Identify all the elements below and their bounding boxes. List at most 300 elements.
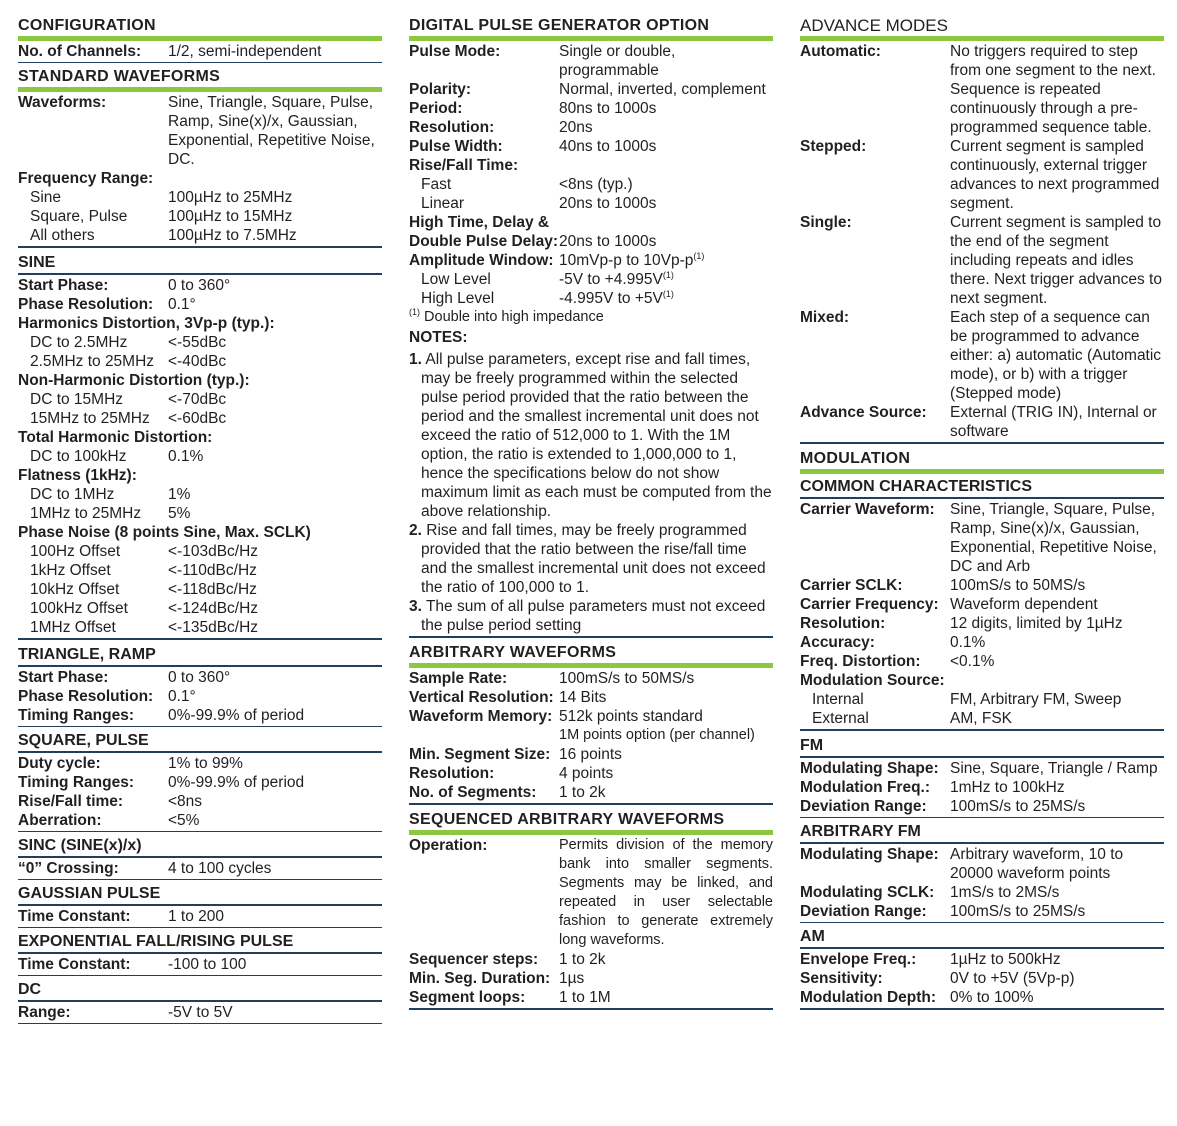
- spec-row: [800, 950, 1164, 969]
- navy-divider: [18, 1000, 382, 1002]
- spec-value: 1 to 1M: [559, 989, 611, 1006]
- spec-value: <5%: [168, 812, 200, 829]
- spec-value: <8ns: [168, 793, 203, 810]
- section-subtitle-common: COMMON CHARACTERISTICS: [800, 478, 1032, 495]
- spec-value: 100mS/s to 50MS/s: [950, 577, 1086, 594]
- spec-value: 16 points: [559, 746, 622, 763]
- spec-value: 1/2, semi-independent: [168, 43, 322, 60]
- spec-value: 0.1%: [950, 634, 986, 651]
- section-title-sine: SINE: [18, 254, 56, 271]
- spec-row: [409, 950, 773, 969]
- spec-label: 100Hz Offset: [30, 543, 121, 560]
- section-title-triangle-ramp: TRIANGLE, RAMP: [18, 646, 156, 663]
- spec-label: “0” Crossing:: [18, 860, 119, 877]
- note-number: 2.: [409, 522, 422, 539]
- spec-label: 15MHz to 25MHz: [30, 410, 150, 427]
- spec-label: Internal: [812, 691, 864, 708]
- spec-label: Segment loops:: [409, 989, 526, 1006]
- spec-subheading: Non-Harmonic Distortion (typ.):: [18, 372, 250, 389]
- section-divider: [800, 729, 1164, 731]
- section-divider: [800, 817, 1164, 818]
- spec-label: 1MHz Offset: [30, 619, 116, 636]
- section-title-digital-pulse: DIGITAL PULSE GENERATOR OPTION: [409, 17, 710, 34]
- section-divider: [18, 638, 382, 640]
- note-text: Rise and fall times, may be freely programmed provided that the ratio between the rise/fall time and the smallest incremental unit does not exceed the ratio of 100,000 to 1.: [421, 522, 766, 596]
- spec-label: Time Constant:: [18, 908, 131, 925]
- note-number: 3.: [409, 598, 422, 615]
- spec-value: <-70dBc: [168, 391, 227, 408]
- spec-label: DC to 1MHz: [30, 486, 115, 503]
- footnote-marker: (1): [662, 269, 674, 280]
- spec-value: 0.1°: [168, 296, 196, 313]
- spec-label: Automatic:: [800, 43, 881, 60]
- section-title-arbitrary-fm: ARBITRARY FM: [800, 823, 921, 840]
- spec-label: Timing Ranges:: [18, 774, 134, 791]
- spec-row: [409, 783, 773, 802]
- spec-value: -5V to 5V: [168, 1004, 233, 1021]
- note-item: [409, 521, 773, 597]
- spec-value: Permits division of the memory bank into smaller segments. Segments may be linked, and repeated in user selectable fashion to generate extremely long waveforms.: [559, 837, 773, 948]
- spec-row: [18, 773, 382, 792]
- spec-value: 0%-99.9% of period: [168, 707, 305, 724]
- spec-label: Time Constant:: [18, 956, 131, 973]
- spec-value-text: -4.995V to +5V: [559, 290, 663, 307]
- section-divider: [18, 831, 382, 832]
- spec-label: Freq. Distortion:: [800, 653, 921, 670]
- spec-value: [559, 289, 773, 308]
- section-divider: [18, 62, 382, 63]
- section-title-advance-modes: ADVANCE MODES: [800, 16, 948, 35]
- spec-label: Linear: [421, 195, 465, 212]
- spec-label: Timing Ranges:: [18, 707, 134, 724]
- spec-label: Rise/Fall time:: [18, 793, 124, 810]
- note-number: 1.: [409, 351, 422, 368]
- spec-row: [18, 188, 382, 207]
- spec-row: [18, 687, 382, 706]
- navy-divider: [800, 842, 1164, 844]
- spec-row: [18, 207, 382, 226]
- spec-value: 100µHz to 7.5MHz: [168, 227, 297, 244]
- spec-value: 100mS/s to 25MS/s: [950, 903, 1086, 920]
- spec-row: [18, 599, 382, 618]
- footnote-marker: (1): [693, 250, 705, 261]
- spec-row: [409, 80, 773, 99]
- spec-value: <-124dBc/Hz: [168, 600, 259, 617]
- spec-value: Current segment is sampled to the end of the segment including repeats and idles there. Next trigger advances to next segment.: [950, 214, 1162, 307]
- spec-row: [18, 295, 382, 314]
- green-divider: [18, 36, 382, 41]
- navy-divider: [800, 756, 1164, 758]
- spec-label: Sample Rate:: [409, 670, 508, 687]
- spec-label: Pulse Width:: [409, 138, 503, 155]
- spec-value: <-40dBc: [168, 353, 227, 370]
- spec-row: [18, 93, 382, 169]
- spec-label: Aberration:: [18, 812, 102, 829]
- spec-label: Sequencer steps:: [409, 951, 539, 968]
- spec-label: Phase Resolution:: [18, 296, 154, 313]
- spec-value: <0.1%: [950, 653, 995, 670]
- spec-value: 1µs: [559, 970, 585, 987]
- spec-row: [409, 726, 773, 745]
- green-divider: [409, 36, 773, 41]
- spec-label: Modulating Shape:: [800, 760, 939, 777]
- spec-row: [409, 745, 773, 764]
- spec-subheading: Rise/Fall Time:: [409, 157, 519, 174]
- spec-row: [409, 669, 773, 688]
- column-3: [800, 14, 1164, 1013]
- spec-label: Vertical Resolution:: [409, 689, 554, 706]
- note-item: [409, 597, 773, 635]
- spec-row: [18, 811, 382, 830]
- spec-label: DC to 15MHz: [30, 391, 124, 408]
- spec-label: Fast: [421, 176, 452, 193]
- spec-row: [18, 485, 382, 504]
- spec-value: 0 to 360°: [168, 277, 231, 294]
- spec-value: Current segment is sampled continuously, external trigger advances to next programmed segment.: [950, 138, 1160, 212]
- spec-row: [18, 390, 382, 409]
- section-title-fm: FM: [800, 737, 824, 754]
- spec-row: [409, 118, 773, 137]
- spec-row: [18, 409, 382, 428]
- section-title-modulation: MODULATION: [800, 450, 911, 467]
- spec-value: 4 points: [559, 765, 614, 782]
- spec-row: [18, 333, 382, 352]
- spec-label: DC to 2.5MHz: [30, 334, 128, 351]
- spec-row: [800, 845, 1164, 883]
- spec-value: 0%-99.9% of period: [168, 774, 305, 791]
- spec-label: 1kHz Offset: [30, 562, 111, 579]
- spec-value: AM, FSK: [950, 710, 1013, 727]
- spec-row: [800, 633, 1164, 652]
- section-title-exponential-pulse: EXPONENTIAL FALL/RISING PULSE: [18, 933, 294, 950]
- section-title-gaussian-pulse: GAUSSIAN PULSE: [18, 885, 161, 902]
- spec-row: [18, 754, 382, 773]
- section-title-square-pulse: SQUARE, PULSE: [18, 732, 149, 749]
- spec-label: Operation:: [409, 837, 488, 854]
- spec-row: [409, 42, 773, 80]
- spec-row: [800, 595, 1164, 614]
- spec-row: [18, 668, 382, 687]
- spec-row: [800, 902, 1164, 921]
- footnote: [409, 308, 773, 327]
- green-divider: [18, 87, 382, 92]
- spec-value: 20ns to 1000s: [559, 233, 657, 250]
- spec-row: [409, 836, 773, 950]
- spec-label-empty: [409, 726, 559, 745]
- spec-value: 5%: [168, 505, 191, 522]
- spec-subheading: Frequency Range:: [18, 170, 154, 187]
- spec-row: [409, 137, 773, 156]
- section-divider: [18, 879, 382, 880]
- footnote-marker: (1): [409, 307, 420, 318]
- note-text: The sum of all pulse parameters must not exceed the pulse period setting: [421, 598, 766, 634]
- spec-row: [800, 42, 1164, 137]
- spec-label: Deviation Range:: [800, 903, 927, 920]
- spec-value: 0V to +5V (5Vp-p): [950, 970, 1075, 987]
- section-divider: [409, 1008, 773, 1010]
- green-divider: [409, 663, 773, 668]
- spec-label: All others: [30, 227, 95, 244]
- spec-label: No. of Channels:: [18, 43, 142, 60]
- green-divider: [800, 36, 1164, 41]
- spec-value: <-135dBc/Hz: [168, 619, 259, 636]
- spec-label: Envelope Freq.:: [800, 951, 917, 968]
- spec-label: Phase Resolution:: [18, 688, 154, 705]
- spec-row: [800, 778, 1164, 797]
- spec-value: 12 digits, limited by 1µHz: [950, 615, 1123, 632]
- spec-row: [409, 707, 773, 726]
- spec-label: Range:: [18, 1004, 71, 1021]
- navy-divider: [18, 904, 382, 906]
- spec-row: [18, 542, 382, 561]
- spec-row: [409, 969, 773, 988]
- spec-value: 14 Bits: [559, 689, 607, 706]
- section-title-dc: DC: [18, 981, 42, 998]
- spec-label: Carrier Waveform:: [800, 501, 935, 518]
- spec-label: Min. Seg. Duration:: [409, 970, 551, 987]
- spec-row: [800, 709, 1164, 728]
- spec-subheading: Flatness (1kHz):: [18, 467, 137, 484]
- footnote-text: Double into high impedance: [424, 309, 604, 325]
- spec-value: Waveform dependent: [950, 596, 1098, 613]
- spec-label: Sensitivity:: [800, 970, 883, 987]
- spec-label: Duty cycle:: [18, 755, 101, 772]
- spec-row: [800, 969, 1164, 988]
- section-title-am: AM: [800, 928, 825, 945]
- section-divider: [18, 1023, 382, 1024]
- spec-row: [800, 759, 1164, 778]
- spec-label: Resolution:: [409, 765, 495, 782]
- spec-row: [409, 251, 773, 270]
- spec-value: Single or double, programmable: [559, 43, 676, 79]
- spec-label: Pulse Mode:: [409, 43, 501, 60]
- spec-label: Low Level: [421, 271, 491, 288]
- spec-subheading: Modulation Source:: [800, 672, 945, 689]
- spec-row: [800, 500, 1164, 576]
- spec-row: [800, 690, 1164, 709]
- spec-row: [800, 308, 1164, 403]
- spec-label: Resolution:: [409, 119, 495, 136]
- spec-row: [409, 988, 773, 1007]
- spec-row: [800, 883, 1164, 902]
- spec-row: [18, 792, 382, 811]
- spec-label: Polarity:: [409, 81, 472, 98]
- spec-row: [18, 42, 382, 61]
- column-2: [409, 14, 773, 1013]
- green-divider: [800, 469, 1164, 474]
- column-1: [18, 14, 382, 1026]
- spec-label: Deviation Range:: [800, 798, 927, 815]
- section-divider: [800, 922, 1164, 923]
- spec-row: [409, 194, 773, 213]
- spec-row: [800, 652, 1164, 671]
- note-item: [409, 350, 773, 521]
- spec-value: No triggers required to step from one segment to the next. Sequence is repeated continuously through a pre-programmed sequence table.: [950, 43, 1156, 136]
- spec-row: [409, 270, 773, 289]
- spec-row: [18, 706, 382, 725]
- section-divider: [18, 975, 382, 976]
- spec-row: [800, 988, 1164, 1007]
- spec-value: <-60dBc: [168, 410, 227, 427]
- section-divider: [409, 803, 773, 805]
- section-divider: [18, 927, 382, 928]
- spec-label: Min. Segment Size:: [409, 746, 551, 763]
- navy-divider: [18, 273, 382, 275]
- spec-label: Accuracy:: [800, 634, 875, 651]
- spec-value: <-103dBc/Hz: [168, 543, 259, 560]
- section-divider: [409, 636, 773, 638]
- spec-value: 80ns to 1000s: [559, 100, 657, 117]
- spec-label: No. of Segments:: [409, 784, 537, 801]
- spec-label: Advance Source:: [800, 404, 927, 421]
- section-title-sinc: SINC (SINE(x)/x): [18, 837, 142, 854]
- navy-divider: [800, 947, 1164, 949]
- spec-value: 1%: [168, 486, 191, 503]
- spec-value: 0 to 360°: [168, 669, 231, 686]
- spec-label: Mixed:: [800, 309, 850, 326]
- spec-row: [409, 99, 773, 118]
- spec-value: [559, 251, 773, 270]
- spec-label: Modulation Depth:: [800, 989, 937, 1006]
- spec-label: Modulation Freq.:: [800, 779, 931, 796]
- spec-label: Double Pulse Delay:: [409, 233, 559, 250]
- spec-row: [18, 859, 382, 878]
- spec-row: [18, 580, 382, 599]
- spec-label: Carrier SCLK:: [800, 577, 903, 594]
- spec-value: 1M points option (per channel): [559, 727, 755, 743]
- spec-label: Modulating Shape:: [800, 846, 939, 863]
- section-divider: [18, 246, 382, 248]
- section-title-configuration: CONFIGURATION: [18, 17, 156, 34]
- section-divider: [18, 726, 382, 727]
- spec-value: 1mS/s to 2MS/s: [950, 884, 1060, 901]
- spec-label: High Level: [421, 290, 495, 307]
- spec-row: [409, 232, 773, 251]
- spec-label: Waveforms:: [18, 94, 107, 111]
- spec-subheading: High Time, Delay &: [409, 214, 550, 231]
- section-title-arbitrary-waveforms: ARBITRARY WAVEFORMS: [409, 644, 617, 661]
- spec-row: [409, 175, 773, 194]
- section-title-sequenced: SEQUENCED ARBITRARY WAVEFORMS: [409, 811, 725, 828]
- spec-row: [18, 955, 382, 974]
- spec-value: 512k points standard: [559, 708, 703, 725]
- spec-label: 10kHz Offset: [30, 581, 120, 598]
- spec-value: 1mHz to 100kHz: [950, 779, 1065, 796]
- spec-label: External: [812, 710, 869, 727]
- spec-value: 1 to 2k: [559, 784, 606, 801]
- spec-row: [409, 764, 773, 783]
- spec-value-text: 10mVp-p to 10Vp-p: [559, 252, 694, 269]
- spec-value: FM, Arbitrary FM, Sweep: [950, 691, 1122, 708]
- spec-value: 1 to 2k: [559, 951, 606, 968]
- navy-divider: [18, 665, 382, 667]
- spec-label: Waveform Memory:: [409, 708, 553, 725]
- spec-value: Each step of a sequence can be programmed to advance either: a) automatic (Automatic mode), or b) with a trigger (Stepped mode): [950, 309, 1162, 402]
- spec-value-text: -5V to +4.995V: [559, 271, 663, 288]
- spec-label: Single:: [800, 214, 852, 231]
- spec-value: [559, 270, 773, 289]
- spec-value: 1% to 99%: [168, 755, 243, 772]
- spec-value: 40ns to 1000s: [559, 138, 657, 155]
- spec-row: [409, 688, 773, 707]
- spec-row: [18, 1003, 382, 1022]
- spec-label: Modulating SCLK:: [800, 884, 935, 901]
- note-text: All pulse parameters, except rise and fall times, may be freely programmed within the selected pulse period provided that the ratio between the period and the smallest incremental unit does not exceed the ratio of 512,000 to 1. With the 1M option, the ratio is extended to 1,000,000 to 1, hence the specifications below do not show maximum limit as each must be computed from the above relationship.: [421, 351, 772, 520]
- spec-label: Start Phase:: [18, 277, 109, 294]
- footnote-marker: (1): [662, 288, 674, 299]
- spec-subheading: Phase Noise (8 points Sine, Max. SCLK): [18, 524, 311, 541]
- spec-value: External (TRIG IN), Internal or software: [950, 404, 1157, 440]
- spec-label: 2.5MHz to 25MHz: [30, 353, 155, 370]
- spec-row: [18, 226, 382, 245]
- spec-row: [18, 561, 382, 580]
- spec-value: Arbitrary waveform, 10 to 20000 waveform points: [950, 846, 1124, 882]
- notes-heading: NOTES:: [409, 329, 468, 346]
- spec-value: 1µHz to 500kHz: [950, 951, 1061, 968]
- spec-row: [800, 576, 1164, 595]
- spec-value: Sine, Triangle, Square, Pulse, Ramp, Sine(x)/x, Gaussian, Exponential, Repetitive Noise, DC.: [168, 94, 375, 168]
- spec-label: Period:: [409, 100, 463, 117]
- spec-subheading: Total Harmonic Distortion:: [18, 429, 213, 446]
- spec-row: [18, 907, 382, 926]
- spec-value: Normal, inverted, complement: [559, 81, 766, 98]
- spec-value: <-110dBc/Hz: [168, 562, 257, 579]
- spec-label: Amplitude Window:: [409, 252, 554, 269]
- section-title-standard-waveforms: STANDARD WAVEFORMS: [18, 68, 221, 85]
- spec-row: [18, 276, 382, 295]
- spec-row: [18, 504, 382, 523]
- spec-label: DC to 100kHz: [30, 448, 127, 465]
- spec-row: [800, 797, 1164, 816]
- spec-value: 4 to 100 cycles: [168, 860, 272, 877]
- spec-subheading: Harmonics Distortion, 3Vp-p (typ.):: [18, 315, 275, 332]
- spec-row: [18, 352, 382, 371]
- spec-value: 20ns: [559, 119, 593, 136]
- spec-label: Resolution:: [800, 615, 886, 632]
- section-divider: [800, 1008, 1164, 1010]
- spec-row: [800, 403, 1164, 441]
- spec-value: 100µHz to 15MHz: [168, 208, 293, 225]
- spec-value: <-55dBc: [168, 334, 227, 351]
- spec-value: 0% to 100%: [950, 989, 1034, 1006]
- spec-label: 1MHz to 25MHz: [30, 505, 142, 522]
- spec-label: Carrier Frequency:: [800, 596, 939, 613]
- navy-divider: [18, 856, 382, 858]
- navy-divider: [800, 497, 1164, 499]
- navy-divider: [18, 751, 382, 753]
- spec-value: 0.1%: [168, 448, 204, 465]
- spec-value: Sine, Square, Triangle / Ramp: [950, 760, 1158, 777]
- spec-label: 100kHz Offset: [30, 600, 128, 617]
- spec-value: 100mS/s to 50MS/s: [559, 670, 695, 687]
- spec-label: Square, Pulse: [30, 208, 128, 225]
- spec-label: Stepped:: [800, 138, 867, 155]
- spec-row: [800, 213, 1164, 308]
- spec-label: Start Phase:: [18, 669, 109, 686]
- spec-value: -100 to 100: [168, 956, 247, 973]
- spec-label: Sine: [30, 189, 62, 206]
- spec-value: Sine, Triangle, Square, Pulse, Ramp, Sine(x)/x, Gaussian, Exponential, Repetitive Noise, DC and Arb: [950, 501, 1157, 575]
- navy-divider: [18, 952, 382, 954]
- spec-value: 0.1°: [168, 688, 196, 705]
- green-divider: [409, 830, 773, 835]
- spec-value: 1 to 200: [168, 908, 225, 925]
- spec-value: 100µHz to 25MHz: [168, 189, 293, 206]
- spec-row: [800, 137, 1164, 213]
- section-divider: [800, 442, 1164, 444]
- spec-row: [18, 447, 382, 466]
- spec-value: <8ns (typ.): [559, 176, 633, 193]
